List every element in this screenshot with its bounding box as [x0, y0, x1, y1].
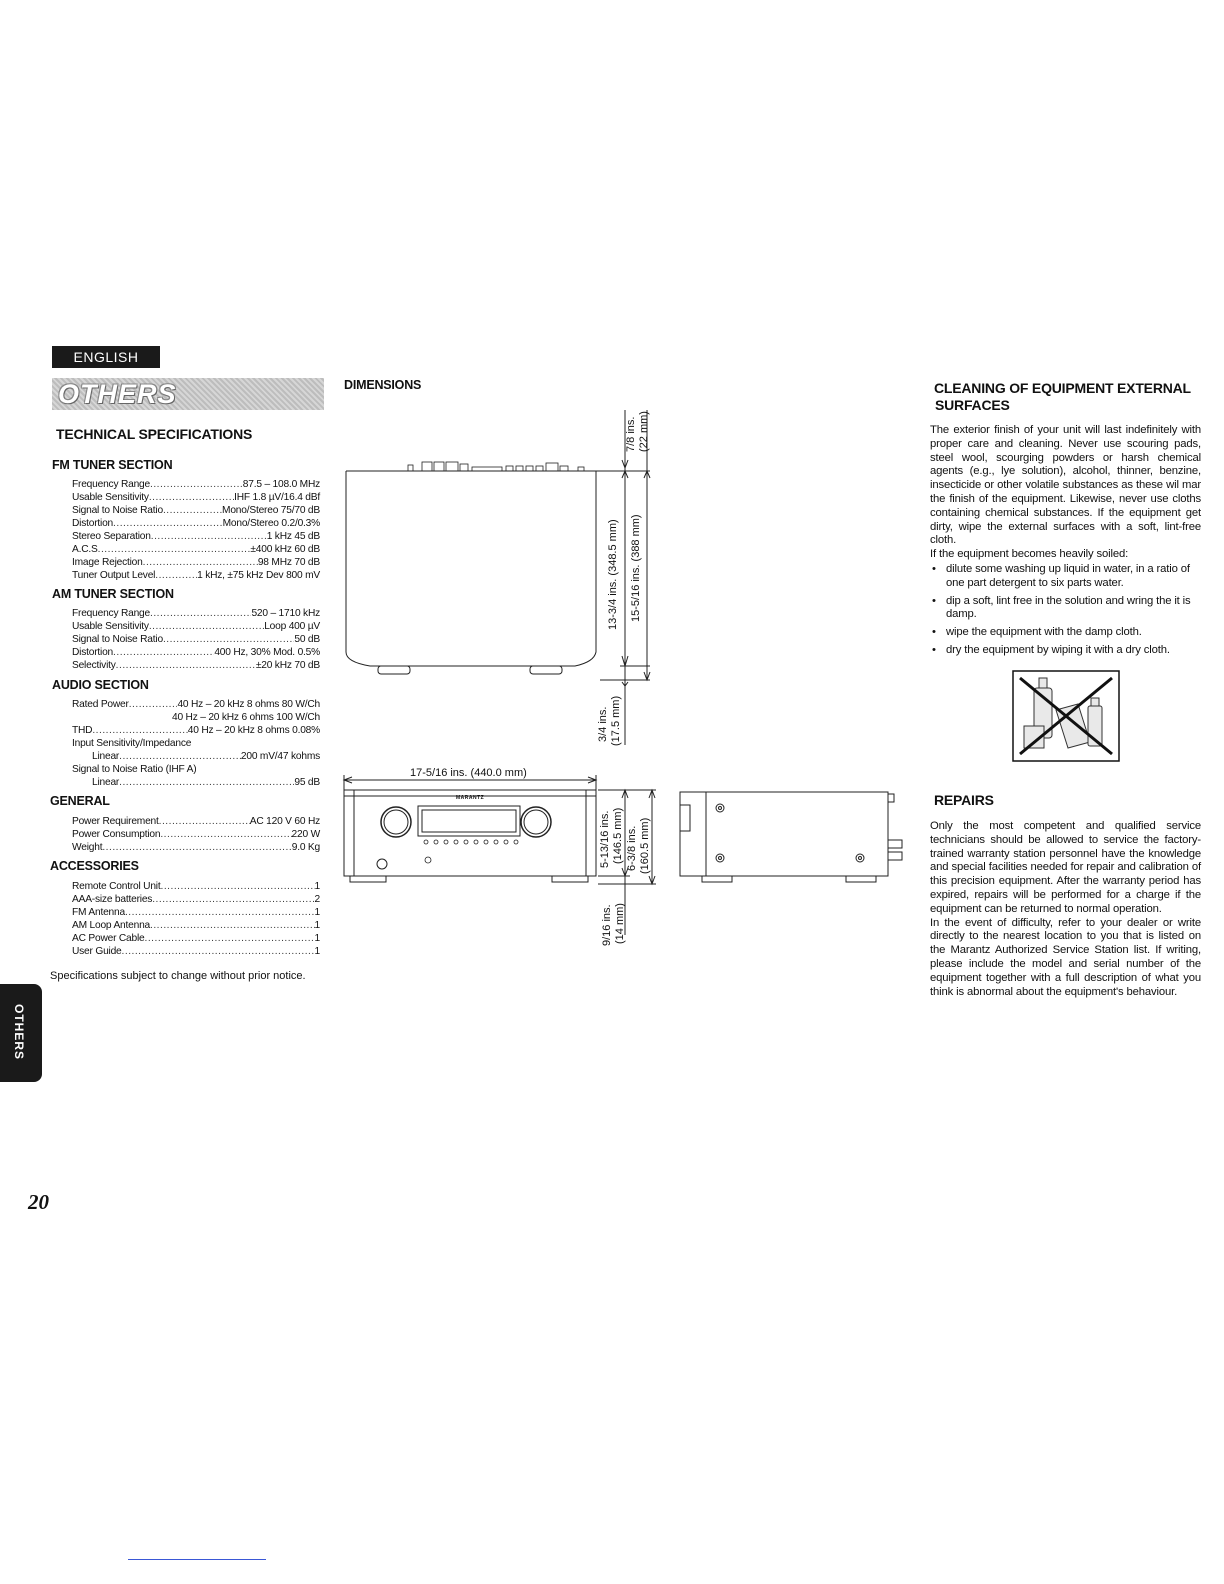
- spec-label: Rated Power: [72, 699, 129, 710]
- bullet-text: wipe the equipment with the damp cloth.: [946, 626, 1142, 639]
- side-view: [680, 792, 902, 882]
- tech-specs-heading: TECHNICAL SPECIFICATIONS: [56, 426, 253, 442]
- height-body-inch: 5-13/16 ins.: [599, 810, 611, 868]
- height-total-mm: (160.5 mm): [639, 817, 651, 874]
- spec-label: Linear: [92, 777, 120, 788]
- spec-row: [72, 569, 320, 582]
- spec-value: 50 dB: [294, 634, 320, 645]
- spec-row: [72, 659, 320, 672]
- spec-label: Stereo Separation: [72, 531, 151, 542]
- width-label: 17-5/16 ins. (440.0 mm): [410, 767, 527, 779]
- spec-label: Usable Sensitivity: [72, 621, 149, 632]
- cleaning-heading-line2: SURFACES: [935, 397, 1010, 413]
- spec-row: [72, 724, 320, 737]
- spec-row: [72, 815, 320, 828]
- spec-label: THD: [72, 725, 93, 736]
- spec-label: Distortion: [72, 647, 114, 658]
- spec-row: [72, 556, 320, 569]
- spec-value: Mono/Stereo 75/70 dB: [222, 505, 320, 516]
- spec-row: [72, 906, 320, 919]
- dimensions-heading: DIMENSIONS: [344, 378, 422, 392]
- spec-label: AAA-size batteries: [72, 894, 153, 905]
- spec-label: Frequency Range: [72, 608, 150, 619]
- spec-value: 200 mV/47 kohms: [240, 751, 320, 762]
- spec-value: 2: [314, 894, 320, 905]
- cleaning-heading-line1: CLEANING OF EQUIPMENT EXTERNAL: [934, 380, 1191, 396]
- language-tab: ENGLISH: [52, 346, 160, 368]
- repairs-heading: REPAIRS: [934, 792, 994, 808]
- spec-value: 95 dB: [294, 777, 320, 788]
- audio-section-heading: AUDIO SECTION: [52, 678, 149, 692]
- spec-row: [72, 750, 320, 763]
- spec-value: 1: [314, 881, 320, 892]
- spec-row: [72, 776, 320, 789]
- bullet-icon: •: [932, 594, 936, 607]
- section-title: OTHERS: [58, 379, 177, 409]
- spec-row: [72, 478, 320, 491]
- spec-label: Remote Control Unit: [72, 881, 161, 892]
- bullet-text: dilute some washing up liquid in water, in a ratio of one part detergent to six parts water.: [946, 562, 1190, 589]
- top-gap-mm: (22 mm): [638, 411, 650, 452]
- bullet-icon: •: [932, 562, 936, 575]
- spec-value: 400 Hz, 30% Mod. 0.5%: [214, 647, 320, 658]
- list-item: [930, 595, 1201, 623]
- bottom-rule: [128, 1559, 266, 1560]
- cleaning-bullet-list: [930, 563, 1201, 658]
- spec-label: Tuner Output Level: [72, 570, 156, 581]
- top-gap-inch: 7/8 ins.: [625, 416, 637, 452]
- spec-value: Mono/Stereo 0.2/0.3%: [222, 518, 320, 529]
- bullet-icon: •: [932, 643, 936, 656]
- spec-row: [72, 893, 320, 906]
- spec-row: [72, 763, 320, 776]
- section-banner: [52, 378, 324, 410]
- accessories-list: [72, 880, 320, 958]
- am-tuner-heading: AM TUNER SECTION: [52, 587, 174, 601]
- spec-value: AC 120 V 60 Hz: [249, 816, 320, 827]
- spec-row: [72, 945, 320, 958]
- spec-row: [72, 491, 320, 504]
- side-section-tab: [0, 984, 42, 1082]
- bullet-icon: •: [932, 626, 936, 639]
- depth-body-label: 13-3/4 ins. (348.5 mm): [607, 519, 619, 630]
- depth-total-label: 15-5/16 ins. (388 mm): [630, 514, 642, 622]
- no-chemicals-icon: [1012, 670, 1120, 762]
- spec-value: 9.0 Kg: [291, 842, 320, 853]
- spec-change-note: Specifications subject to change without prior notice.: [50, 970, 306, 982]
- spec-label: Image Rejection: [72, 557, 143, 568]
- spec-label: Linear: [92, 751, 120, 762]
- spec-label: Frequency Range: [72, 479, 150, 490]
- page-number: 20: [28, 1190, 49, 1214]
- spec-value: 1: [314, 946, 320, 957]
- spec-value: 40 Hz – 20 kHz 8 ohms 80 W/Ch: [177, 699, 320, 710]
- spec-row: [72, 607, 320, 620]
- repairs-section: [930, 820, 1201, 999]
- spec-label: Signal to Noise Ratio: [72, 634, 163, 645]
- spec-row: [72, 698, 320, 711]
- spec-label: Signal to Noise Ratio: [72, 505, 163, 516]
- spec-label: A.C.S: [72, 544, 98, 555]
- cleaning-heading: [934, 380, 1191, 414]
- spec-label: AC Power Cable: [72, 933, 145, 944]
- spec-value: 40 Hz – 20 kHz 8 ohms 0.08%: [187, 725, 320, 736]
- spec-label: Selectivity: [72, 660, 116, 671]
- brand-logo: MARANTZ: [456, 795, 485, 801]
- spec-label: FM Antenna: [72, 907, 125, 918]
- cleaning-paragraph: If the equipment becomes heavily soiled:: [930, 548, 1129, 561]
- spec-value: 87.5 – 108.0 MHz: [242, 479, 320, 490]
- spec-row: [72, 620, 320, 633]
- spec-row: [72, 530, 320, 543]
- general-spec-list: [72, 815, 320, 854]
- spec-value: Loop 400 µV: [264, 621, 320, 632]
- feet-gap-inch: 3/4 ins.: [597, 706, 609, 742]
- spec-value: 1 kHz, ±75 kHz Dev 800 mV: [197, 570, 320, 581]
- audio-spec-list: [72, 698, 320, 789]
- spec-label: Weight: [72, 842, 103, 853]
- spec-row: [72, 880, 320, 893]
- spec-value: 40 Hz – 20 kHz 6 ohms 100 W/Ch: [171, 712, 320, 723]
- fm-spec-list: [72, 478, 320, 582]
- spec-label: Signal to Noise Ratio (IHF A): [72, 764, 197, 775]
- spec-row: [72, 504, 320, 517]
- spec-value: 1: [314, 907, 320, 918]
- repairs-paragraph: Only the most competent and qualified service technicians should be allowed to service the factory-trained warranty station personnel have the knowledge and special facilities needed for repair and calibration of this precision equipment. After the warranty period has expired, repairs will be performed for a charge if the equipment can be returned to normal operation.: [930, 820, 1201, 915]
- spec-value: 98 MHz 70 dB: [257, 557, 320, 568]
- cleaning-section: [930, 424, 1201, 662]
- spec-value: 520 – 1710 kHz: [251, 608, 320, 619]
- bullet-text: dry the equipment by wiping it with a dry cloth.: [946, 643, 1170, 656]
- foot-height-inch: 9/16 ins.: [601, 904, 613, 946]
- spec-label: User Guide: [72, 946, 122, 957]
- list-item: [930, 626, 1201, 640]
- bullet-text: dip a soft, lint free in the solution and wring the it is damp.: [946, 594, 1191, 621]
- dimensions-diagram: [330, 390, 930, 950]
- spec-row: [72, 828, 320, 841]
- spec-row: [72, 517, 320, 530]
- spec-value: 1: [314, 933, 320, 944]
- spec-value: ±20 kHz 70 dB: [255, 660, 320, 671]
- top-view: [346, 410, 650, 745]
- height-total-inch: 6-3/8 ins.: [626, 825, 638, 871]
- spec-label: Power Requirement: [72, 816, 159, 827]
- spec-label: Usable Sensitivity: [72, 492, 149, 503]
- spec-value: 1 kHz 45 dB: [266, 531, 320, 542]
- spec-value: ±400 kHz 60 dB: [250, 544, 320, 555]
- spec-label: Input Sensitivity/Impedance: [72, 738, 192, 749]
- spec-row: [72, 633, 320, 646]
- spec-value: 220 W: [291, 829, 320, 840]
- foot-height-mm: (14 mm): [614, 903, 626, 944]
- accessories-heading: ACCESSORIES: [50, 859, 139, 873]
- fm-tuner-heading: FM TUNER SECTION: [52, 458, 173, 472]
- spec-label: AM Loop Antenna: [72, 920, 150, 931]
- spec-row: [72, 919, 320, 932]
- spec-row: [72, 841, 320, 854]
- list-item: [930, 644, 1201, 658]
- height-body-mm: (146.5 mm): [612, 807, 624, 864]
- list-item: [930, 563, 1201, 591]
- spec-row: [72, 737, 320, 750]
- cleaning-paragraph: The exterior finish of your unit will last indefinitely with proper care and cleaning. Never use scouring pads, steel wool, scourging powders or harsh chemical agents (e.g., lye solution), alcohol, thinner, benzine, insecticide or other volatile substances as these wil mar the finish of the equipment. Likewise, never use cloths containing chemical substances. If the equipment get dirty, wipe the external surfaces with a soft, lint-free cloth.: [930, 424, 1201, 547]
- am-spec-list: [72, 607, 320, 672]
- spec-value: 1: [314, 920, 320, 931]
- spec-row: [72, 646, 320, 659]
- spec-label: Power Consumption: [72, 829, 161, 840]
- spec-row: [72, 932, 320, 945]
- feet-gap-mm: (17.5 mm): [610, 695, 622, 746]
- spec-row: [72, 543, 320, 556]
- spec-label: Distortion: [72, 518, 114, 529]
- general-heading: GENERAL: [50, 794, 110, 808]
- side-tab-label: OTHERS: [12, 1004, 26, 1061]
- repairs-paragraph: In the event of difficulty, refer to your dealer or write directly to the nearest location to you that is listed on the Marantz Authorized Service Station list. If writing, please include the model and serial number of the equipment together with a full description of what you think is abnormal about the equipment's behaviour.: [930, 916, 1201, 998]
- spec-value: IHF 1.8 µV/16.4 dBf: [234, 492, 320, 503]
- spec-row: [72, 711, 320, 724]
